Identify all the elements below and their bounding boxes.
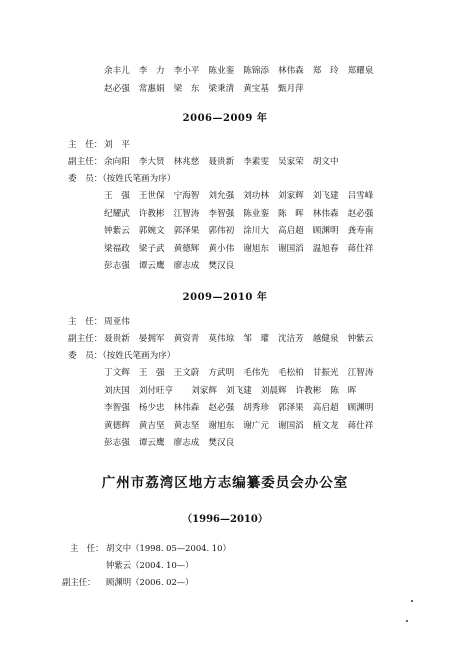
name-row — [104, 206, 424, 224]
members-label-text: 委 员：（按姓氏笔画为序） — [68, 351, 176, 361]
person-name: 宁海智 — [173, 191, 200, 201]
top-name-list — [104, 63, 424, 98]
person-name: 谢国滔 — [277, 420, 304, 431]
person-name: 高启超 — [277, 226, 304, 236]
person-name: 赵必强 — [104, 83, 130, 94]
person-name: 陈 晖 — [330, 385, 357, 396]
name-row — [104, 81, 424, 99]
name-row — [104, 258, 424, 276]
person-name: 黄小伟 — [208, 243, 235, 254]
period1-deputy-line — [68, 154, 339, 171]
person-name: 郭泽果 — [173, 226, 200, 236]
office-role-label: 主 任： — [70, 543, 104, 553]
person-name: 谢旭东 — [208, 420, 235, 431]
person-name: 沈洁芳 — [277, 334, 304, 344]
person-name: 植文龙 — [312, 420, 339, 431]
person-name: 黄宝基 — [243, 83, 269, 94]
person-name: 廖志成 — [173, 438, 200, 448]
person-name: 李大贤 — [138, 157, 165, 167]
person-name: 陈锦添 — [243, 66, 269, 76]
office-role-label: 副主任： — [62, 577, 96, 587]
office-role-label — [70, 557, 106, 574]
person-name: 林伟森 — [173, 403, 200, 413]
person-name: 刘 平 — [104, 140, 130, 150]
person-name: 龚寿南 — [347, 226, 374, 236]
person-name: 涂川大 — [243, 226, 269, 236]
period2-director-names — [104, 314, 130, 331]
scan-speck — [406, 620, 408, 622]
office-line-3 — [62, 574, 194, 591]
person-name: 郭伟初 — [208, 226, 235, 236]
person-name: 谢广元 — [243, 420, 269, 431]
person-name: 蒋仕祥 — [347, 420, 374, 431]
name-row — [104, 63, 424, 81]
person-name: 樊汉良 — [208, 261, 235, 271]
person-name: 刘庆国 — [104, 385, 130, 396]
person-name: 刘功林 — [243, 191, 269, 201]
person-name: 江智涛 — [173, 208, 200, 219]
period-heading-2006-2009: 2006—2009 年 — [182, 113, 268, 124]
person-name: 吴家荣 — [277, 157, 304, 167]
person-name: 黄志坚 — [173, 420, 200, 431]
person-name: 林兆慈 — [173, 157, 200, 167]
person-name: 林伟森 — [277, 66, 304, 76]
office-title: 广州市荔湾区地方志编纂委员会办公室 — [101, 475, 349, 491]
person-name: 越健泉 — [312, 334, 339, 344]
person-name: 黄吉坚 — [138, 420, 165, 431]
name-row — [104, 435, 424, 453]
period1-deputy-names — [104, 154, 339, 171]
person-name: 刘晨辉 — [260, 385, 287, 396]
person-name: 顾渊明 — [312, 226, 339, 236]
person-name: 胡文中 — [312, 157, 339, 167]
period2-deputy-line — [68, 331, 373, 348]
person-name: 刘家辉 — [191, 385, 217, 396]
person-name: 赵必强 — [208, 403, 235, 413]
person-name: 甄月萍 — [277, 83, 304, 94]
person-name: 刘付旺亨 — [138, 385, 174, 396]
name-row — [104, 383, 424, 401]
person-name: 郑 玲 — [312, 66, 339, 76]
person-name: 梁 东 — [173, 83, 200, 94]
office-person: 顾渊明（2006. 02—） — [106, 577, 194, 587]
person-name: 蒋仕祥 — [347, 243, 374, 254]
person-name: 高启超 — [312, 403, 339, 413]
person-name: 聂贵新 — [104, 334, 130, 344]
person-name: 王世保 — [138, 191, 165, 201]
name-row — [104, 365, 424, 383]
person-name: 莫伟琼 — [208, 334, 235, 344]
person-name: 廖志成 — [173, 261, 200, 271]
person-name: 毛伟先 — [243, 368, 269, 378]
person-name: 钟紫云 — [104, 226, 130, 236]
person-name: 郭婉文 — [138, 226, 165, 236]
person-name: 甘振光 — [312, 368, 339, 378]
period2-deputy-names — [104, 331, 373, 348]
person-name: 余向阳 — [104, 157, 130, 167]
person-name: 黄德辉 — [173, 243, 200, 254]
person-name: 林伟森 — [312, 208, 339, 219]
person-name: 李智强 — [104, 403, 130, 413]
name-row — [104, 400, 424, 418]
person-name: 彭志强 — [104, 261, 130, 271]
person-name: 方武明 — [208, 368, 235, 378]
period2-director-line — [68, 314, 130, 331]
scan-speck — [411, 600, 413, 602]
person-name: 郭泽果 — [277, 403, 304, 413]
period2-member-list — [104, 365, 424, 453]
period1-members-label — [68, 171, 175, 188]
person-name: 常惠娟 — [138, 83, 165, 94]
person-name: 王 强 — [138, 368, 165, 378]
name-row — [104, 188, 424, 206]
period1-director-line — [68, 137, 130, 154]
person-name: 李小平 — [173, 66, 200, 76]
person-name: 李智强 — [208, 208, 235, 219]
person-name: 钟紫云 — [347, 334, 374, 344]
person-name: 樊汉良 — [208, 438, 235, 448]
person-name: 温旭春 — [312, 243, 339, 254]
person-name: 周亚伟 — [104, 317, 130, 327]
person-name: 王 强 — [104, 191, 130, 201]
person-name: 吕雪峰 — [347, 191, 374, 201]
person-name: 王文蔚 — [173, 368, 200, 378]
person-name: 彭志强 — [104, 438, 130, 448]
person-name: 刘飞建 — [312, 191, 339, 201]
person-name: 谭云鹰 — [138, 438, 165, 448]
person-name: 顾渊明 — [347, 403, 374, 413]
name-row — [104, 223, 424, 241]
office-person: 胡文中（1998. 05—2004. 10） — [106, 543, 231, 553]
office-line-2 — [70, 557, 194, 574]
person-name: 谢国滔 — [277, 243, 304, 254]
period2-members-label — [68, 348, 175, 365]
person-name: 陈业銮 — [243, 208, 269, 219]
person-name: 胡秀珍 — [243, 403, 269, 413]
person-name: 许教彬 — [138, 208, 165, 219]
person-name: 邹 瓘 — [243, 334, 269, 344]
person-name: 赵必强 — [347, 208, 374, 219]
office-line-1 — [70, 540, 231, 557]
name-row — [104, 241, 424, 259]
person-name: 丁文辉 — [104, 368, 130, 378]
person-name: 余丰儿 — [104, 66, 130, 76]
period1-director-names — [104, 137, 130, 154]
period1-member-list — [104, 188, 424, 276]
person-name: 聂贵新 — [208, 157, 235, 167]
person-name: 黄资青 — [173, 334, 200, 344]
person-name: 谢旭东 — [243, 243, 269, 254]
director-label: 主 任： — [68, 317, 103, 327]
person-name: 郑耀泉 — [347, 66, 374, 76]
deputy-label: 副主任： — [68, 334, 103, 344]
person-name: 晏拥军 — [138, 334, 165, 344]
person-name: 黄德辉 — [104, 420, 130, 431]
person-name: 李素雯 — [243, 157, 269, 167]
director-label: 主 任： — [68, 140, 103, 150]
deputy-label: 副主任： — [68, 157, 103, 167]
person-name: 杨少忠 — [138, 403, 165, 413]
person-name: 梁子武 — [138, 243, 165, 254]
name-row — [104, 418, 424, 436]
person-name: 江智涛 — [347, 368, 374, 378]
members-label-text: 委 员：（按姓氏笔画为序） — [68, 174, 176, 184]
person-name: 陈业銮 — [208, 66, 235, 76]
person-name: 李 力 — [138, 66, 165, 76]
person-name: 许教彬 — [295, 385, 322, 396]
person-name: 刘家辉 — [277, 191, 304, 201]
person-name: 梁秉清 — [208, 83, 235, 94]
person-name: 毛松柏 — [277, 368, 304, 378]
office-years: （1996—2010） — [182, 514, 268, 525]
office-person: 钟紫云（2004. 10—） — [106, 560, 194, 570]
person-name: 刘飞建 — [225, 385, 252, 396]
person-name: 陈 晖 — [277, 208, 304, 219]
person-name: 纪耀武 — [104, 208, 130, 219]
person-name: 梁福政 — [104, 243, 130, 254]
person-name: 刘允强 — [208, 191, 235, 201]
person-name: 谭云鹰 — [138, 261, 165, 271]
period-heading-2009-2010: 2009—2010 年 — [182, 292, 268, 303]
